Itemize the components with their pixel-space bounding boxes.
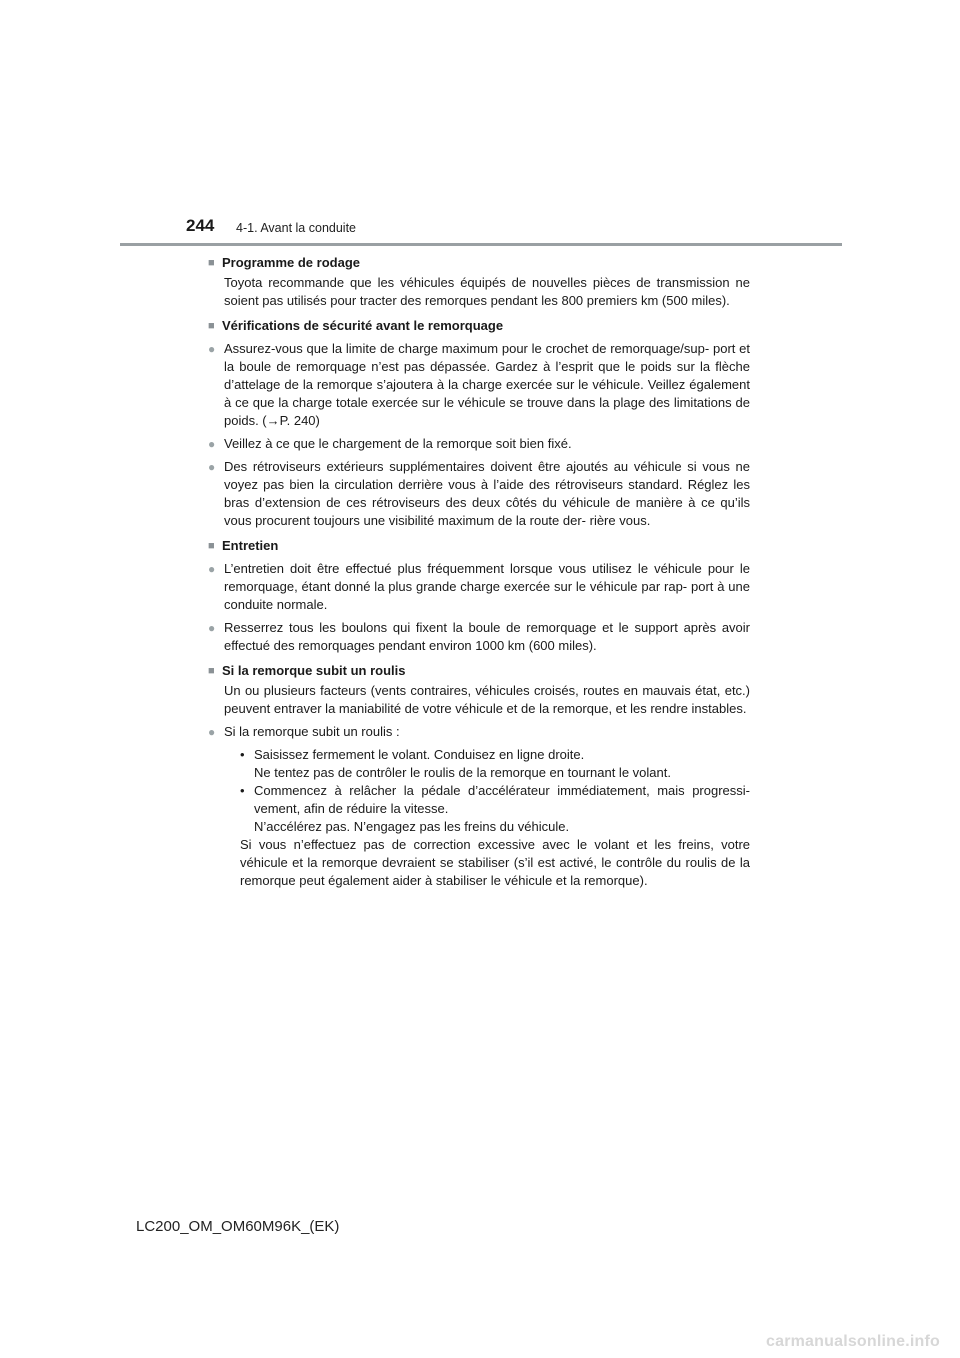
list-item: ● Des rétroviseurs extérieurs supplémentaires doivent être ajoutés au véhicule si vous ne voyez pas bien la circulation derrière vous à l’aide des rétroviseurs standard. Réglez les bras d’extension de ces rétroviseurs des deux côtés du véhicule de manière à ce qu’ils vous procurent toujours une visibilité maximum de la route der- rière vous. bbox=[208, 459, 750, 528]
circle-bullet-icon: ● bbox=[208, 621, 216, 635]
list-item: ● Assurez-vous que la limite de charge maximum pour le crochet de remorquage/sup- port et la boule de remorquage n’est pas dépassée. Gardez à l’esprit que le poids sur la flèche d’attelage de la remorque s’ajoutera à la charge exercée sur le véhicule. Veillez également à ce que la charge totale exercée sur le véhicule se trouve dans la plage des limitations de poids. (→P. 240) bbox=[208, 341, 750, 428]
list-item: ● Veillez à ce que le chargement de la remorque soit bien fixé. bbox=[208, 436, 572, 451]
sub-list bbox=[240, 746, 750, 836]
list-item: ● Si la remorque subit un roulis : bbox=[208, 724, 400, 739]
circle-bullet-icon: ● bbox=[208, 460, 216, 474]
sub-list-item bbox=[240, 746, 750, 782]
watermark: carmanualsonline.info bbox=[766, 1333, 941, 1350]
section-title: 4-1. Avant la conduite bbox=[236, 221, 356, 235]
square-bullet-icon: ■ bbox=[208, 257, 215, 269]
section-heading: ■ Programme de rodage bbox=[208, 255, 360, 270]
list-item: ● Resserrez tous les boulons qui fixent la boule de remorquage et le support après avoir effectué des remorquages pendant environ 1000 km (600 miles). bbox=[208, 620, 750, 653]
sub-list-item bbox=[240, 782, 750, 836]
section-heading: ■ Entretien bbox=[208, 538, 279, 553]
section-heading: ■ Vérifications de sécurité avant le remorquage bbox=[208, 318, 504, 333]
circle-bullet-icon: ● bbox=[208, 725, 216, 739]
section-heading: ■ Si la remorque subit un roulis bbox=[208, 663, 406, 678]
section-paragraph: Un ou plusieurs facteurs (vents contraires, véhicules croisés, routes en mauvais état, etc.) peuvent entraver la maniabilité de votre véhicule et de la remorque, et les rendre instables. bbox=[224, 683, 750, 716]
section-paragraph: Toyota recommande que les véhicules équipés de nouvelles pièces de transmission ne soient pas utilisés pour tracter des remorques pendant les 800 premiers km (500 miles). bbox=[224, 275, 750, 308]
document-code: LC200_OM_OM60M96K_(EK) bbox=[136, 1218, 340, 1235]
list-item: ● L’entretien doit être effectué plus fréquemment lorsque vous utilisez le véhicule pour le remorquage, étant donné la plus grande charge exercée sur le véhicule par rap- port à une conduite normale. bbox=[208, 561, 750, 612]
page-number: 244 bbox=[186, 216, 215, 235]
dot-bullet-icon: • bbox=[240, 783, 245, 798]
closing-paragraph: Si vous n’effectuez pas de correction excessive avec le volant et les freins, votre véhicule et la remorque devraient se stabiliser (s’il est activé, le contrôle du roulis de la remorque peut également aider à stabiliser le véhicule et la remorque). bbox=[240, 837, 750, 888]
circle-bullet-icon: ● bbox=[208, 437, 216, 451]
sub-item-line: Saisissez fermement le volant. Conduisez en ligne droite. bbox=[254, 747, 585, 762]
sub-item-line: Ne tentez pas de contrôler le roulis de la remorque en tournant le volant. bbox=[254, 765, 671, 780]
square-bullet-icon: ■ bbox=[208, 665, 215, 677]
dot-bullet-icon: • bbox=[240, 747, 245, 762]
header-rule bbox=[120, 243, 842, 246]
circle-bullet-icon: ● bbox=[208, 562, 216, 576]
square-bullet-icon: ■ bbox=[208, 540, 215, 552]
sub-item-line: N’accélérez pas. N’engagez pas les freins du véhicule. bbox=[254, 819, 570, 834]
square-bullet-icon: ■ bbox=[208, 320, 215, 332]
sub-item-line: Commencez à relâcher la pédale d’accélérateur immédiatement, mais progressi- vement, afin de réduire la vitesse. bbox=[254, 783, 750, 816]
page-content bbox=[208, 254, 750, 890]
circle-bullet-icon: ● bbox=[208, 342, 216, 356]
